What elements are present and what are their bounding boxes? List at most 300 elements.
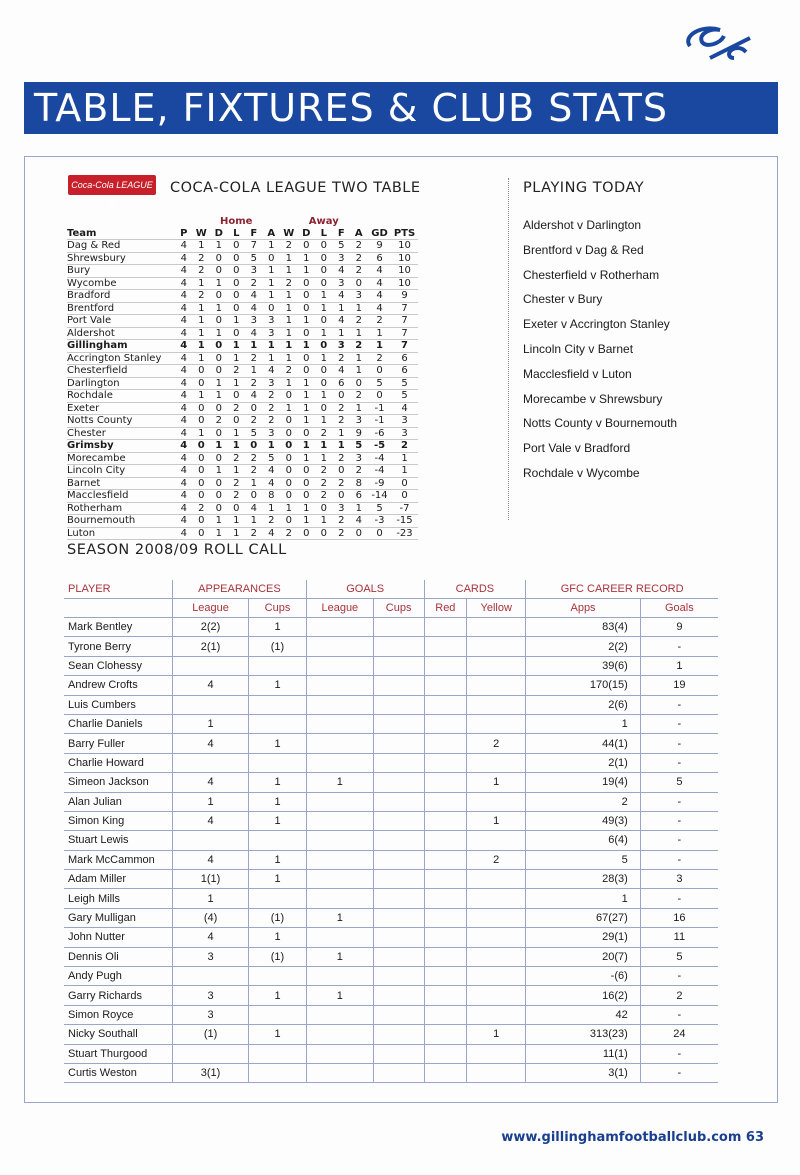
league-row bbox=[67, 427, 418, 440]
player-name: Barry Fuller bbox=[64, 734, 173, 753]
league-cell: 1 bbox=[228, 352, 246, 365]
league-cell: -9 bbox=[368, 477, 392, 490]
league-cell: 2 bbox=[245, 465, 263, 478]
league-cell: 0 bbox=[333, 390, 351, 403]
league-cell: 0 bbox=[368, 527, 392, 540]
fixture-item: Aldershot v Darlington bbox=[523, 218, 642, 232]
team-name: Bournemouth bbox=[67, 515, 175, 528]
league-header-cell: A bbox=[263, 227, 281, 240]
career-header: GFC CAREER RECORD bbox=[526, 580, 718, 599]
league-cell: 0 bbox=[298, 365, 316, 378]
player-stat bbox=[424, 1005, 467, 1024]
player-stat: 1 bbox=[249, 928, 307, 947]
league-cell: 0 bbox=[298, 302, 316, 315]
league-cell: 2 bbox=[368, 352, 392, 365]
league-cell: 1 bbox=[263, 265, 281, 278]
player-stat bbox=[373, 986, 424, 1005]
player-stat bbox=[424, 695, 467, 714]
player-stat: - bbox=[640, 637, 718, 656]
player-stat bbox=[424, 734, 467, 753]
league-cell: 0 bbox=[315, 252, 333, 265]
player-name: Stuart Thurgood bbox=[64, 1044, 173, 1063]
player-name: Leigh Mills bbox=[64, 889, 173, 908]
player-stat: 4 bbox=[173, 850, 249, 869]
league-cell: 4 bbox=[175, 315, 193, 328]
league-cell: 0 bbox=[263, 302, 281, 315]
team-name: Morecambe bbox=[67, 452, 175, 465]
player-row bbox=[64, 676, 718, 695]
player-stat: 1 bbox=[467, 1025, 526, 1044]
player-stat bbox=[373, 676, 424, 695]
player-stat bbox=[373, 908, 424, 927]
player-stat: 4 bbox=[173, 811, 249, 830]
player-stat: 11(1) bbox=[526, 1044, 640, 1063]
league-row bbox=[67, 302, 418, 315]
league-cell: 7 bbox=[245, 240, 263, 253]
league-cell: 2 bbox=[350, 340, 368, 353]
league-cell: 2 bbox=[280, 277, 298, 290]
league-cell: 2 bbox=[333, 452, 351, 465]
player-stat: 1 bbox=[249, 734, 307, 753]
player-name: Garry Richards bbox=[64, 986, 173, 1005]
away-group-label: Away bbox=[308, 215, 339, 227]
player-stat bbox=[424, 1025, 467, 1044]
banner-title: TABLE, FIXTURES & CLUB STATS bbox=[34, 86, 668, 130]
player-name: Andrew Crofts bbox=[64, 676, 173, 695]
league-cell: 1 bbox=[350, 365, 368, 378]
player-stat: 11 bbox=[640, 928, 718, 947]
team-name: Brentford bbox=[67, 302, 175, 315]
player-stat: 1 bbox=[249, 792, 307, 811]
team-name: Port Vale bbox=[67, 315, 175, 328]
league-cell: 0 bbox=[280, 490, 298, 503]
player-stat bbox=[467, 908, 526, 927]
player-stat bbox=[467, 967, 526, 986]
league-cell: 1 bbox=[280, 327, 298, 340]
player-stat bbox=[467, 676, 526, 695]
league-cell: 6 bbox=[333, 377, 351, 390]
player-stat: 1 bbox=[640, 656, 718, 675]
player-stat: - bbox=[640, 1063, 718, 1082]
player-stat bbox=[306, 792, 373, 811]
league-cell: 0 bbox=[210, 452, 228, 465]
player-stat: 29(1) bbox=[526, 928, 640, 947]
league-cell: 2 bbox=[263, 390, 281, 403]
player-stat: 19(4) bbox=[526, 773, 640, 792]
league-cell: 0 bbox=[280, 465, 298, 478]
league-cell: 1 bbox=[392, 465, 418, 478]
league-cell: 0 bbox=[228, 327, 246, 340]
player-stat: 2(2) bbox=[173, 618, 249, 637]
player-stat bbox=[467, 1063, 526, 1082]
league-header-cell: GD bbox=[368, 227, 392, 240]
player-stat bbox=[424, 811, 467, 830]
player-name: Nicky Southall bbox=[64, 1025, 173, 1044]
league-row bbox=[67, 327, 418, 340]
player-stat: 2(2) bbox=[526, 637, 640, 656]
league-cell: -15 bbox=[392, 515, 418, 528]
appearances-header: APPEARANCES bbox=[173, 580, 307, 599]
player-stat bbox=[249, 831, 307, 850]
fixture-item: Notts County v Bournemouth bbox=[523, 416, 678, 431]
player-stat bbox=[306, 714, 373, 733]
league-cell: 0 bbox=[245, 402, 263, 415]
league-cell: 3 bbox=[263, 327, 281, 340]
player-name: Simon Royce bbox=[64, 1005, 173, 1024]
league-cell: 0 bbox=[228, 390, 246, 403]
league-cell: 4 bbox=[175, 402, 193, 415]
league-header-cell: D bbox=[298, 227, 316, 240]
player-stat: 42 bbox=[526, 1005, 640, 1024]
league-cell: 0 bbox=[280, 415, 298, 428]
league-cell: 0 bbox=[368, 365, 392, 378]
league-cell: 1 bbox=[315, 440, 333, 453]
player-stat bbox=[173, 831, 249, 850]
league-cell: 1 bbox=[210, 302, 228, 315]
player-stat: (1) bbox=[249, 637, 307, 656]
league-cell: 0 bbox=[350, 527, 368, 540]
league-cell: 0 bbox=[392, 490, 418, 503]
player-stat: - bbox=[640, 831, 718, 850]
league-header-cell: A bbox=[350, 227, 368, 240]
player-stat bbox=[249, 695, 307, 714]
player-stat: 39(6) bbox=[526, 656, 640, 675]
league-cell: 4 bbox=[175, 465, 193, 478]
team-name: Gillingham bbox=[67, 340, 175, 353]
league-cell: 0 bbox=[210, 352, 228, 365]
league-cell: 2 bbox=[315, 477, 333, 490]
league-cell: 0 bbox=[333, 490, 351, 503]
player-stat bbox=[424, 773, 467, 792]
league-cell: 2 bbox=[280, 527, 298, 540]
player-row bbox=[64, 870, 718, 889]
league-cell: 1 bbox=[228, 340, 246, 353]
player-stat: 5 bbox=[640, 773, 718, 792]
player-stat bbox=[424, 850, 467, 869]
player-stat bbox=[249, 889, 307, 908]
team-name: Notts County bbox=[67, 415, 175, 428]
player-stat bbox=[306, 889, 373, 908]
league-cell: 0 bbox=[210, 290, 228, 303]
league-cell: 6 bbox=[368, 252, 392, 265]
league-cell: 4 bbox=[175, 490, 193, 503]
footer bbox=[501, 1130, 764, 1145]
career-goals-header: Goals bbox=[640, 599, 718, 618]
league-cell: 4 bbox=[175, 477, 193, 490]
player-row bbox=[64, 850, 718, 869]
league-cell: 3 bbox=[392, 415, 418, 428]
league-cell: 0 bbox=[315, 502, 333, 515]
league-cell: 2 bbox=[280, 240, 298, 253]
league-cell: 1 bbox=[315, 290, 333, 303]
league-cell: 4 bbox=[392, 402, 418, 415]
league-row bbox=[67, 340, 418, 353]
player-stat: 1 bbox=[173, 792, 249, 811]
league-cell: 1 bbox=[193, 427, 211, 440]
player-row bbox=[64, 889, 718, 908]
player-stat bbox=[249, 753, 307, 772]
player-stat bbox=[173, 656, 249, 675]
league-cell: 0 bbox=[210, 365, 228, 378]
player-row bbox=[64, 986, 718, 1005]
player-stat bbox=[373, 618, 424, 637]
player-stat bbox=[306, 1005, 373, 1024]
league-cell: 8 bbox=[263, 490, 281, 503]
league-cell: 0 bbox=[315, 265, 333, 278]
league-cell: 1 bbox=[210, 377, 228, 390]
player-stat: 16(2) bbox=[526, 986, 640, 1005]
league-cell: 1 bbox=[210, 240, 228, 253]
league-cell: 1 bbox=[298, 377, 316, 390]
league-cell: 0 bbox=[298, 427, 316, 440]
player-row bbox=[64, 618, 718, 637]
player-row bbox=[64, 753, 718, 772]
league-cell: 3 bbox=[333, 502, 351, 515]
player-stat bbox=[306, 850, 373, 869]
league-cell: 1 bbox=[228, 440, 246, 453]
team-name: Aldershot bbox=[67, 327, 175, 340]
league-cell: 1 bbox=[210, 527, 228, 540]
player-stat: 2(6) bbox=[526, 695, 640, 714]
league-cell: 2 bbox=[350, 240, 368, 253]
player-stat bbox=[467, 618, 526, 637]
league-cell: 0 bbox=[298, 477, 316, 490]
player-name: Sean Clohessy bbox=[64, 656, 173, 675]
league-cell: 0 bbox=[210, 502, 228, 515]
gfc-logo bbox=[680, 18, 760, 68]
league-row bbox=[67, 415, 418, 428]
player-stat bbox=[173, 753, 249, 772]
league-cell: 1 bbox=[210, 465, 228, 478]
player-row bbox=[64, 967, 718, 986]
league-cell: 2 bbox=[245, 452, 263, 465]
player-name: Luis Cumbers bbox=[64, 695, 173, 714]
player-name: Simeon Jackson bbox=[64, 773, 173, 792]
league-cell: 1 bbox=[350, 502, 368, 515]
team-name: Lincoln City bbox=[67, 465, 175, 478]
player-stat bbox=[467, 637, 526, 656]
league-cell: 2 bbox=[280, 365, 298, 378]
league-cell: 1 bbox=[368, 340, 392, 353]
player-stat: 5 bbox=[640, 947, 718, 966]
player-row bbox=[64, 908, 718, 927]
player-stat bbox=[306, 676, 373, 695]
player-stat bbox=[467, 1044, 526, 1063]
team-name: Accrington Stanley bbox=[67, 352, 175, 365]
league-cell: 4 bbox=[175, 352, 193, 365]
league-cell: 0 bbox=[280, 427, 298, 440]
league-cell: 3 bbox=[263, 377, 281, 390]
player-stat bbox=[306, 1044, 373, 1063]
league-cell: 4 bbox=[368, 290, 392, 303]
league-cell: 0 bbox=[315, 402, 333, 415]
roll-call-title: SEASON 2008/09 ROLL CALL bbox=[67, 542, 287, 558]
league-cell: 0 bbox=[298, 490, 316, 503]
league-cell: 4 bbox=[175, 277, 193, 290]
league-cell: 1 bbox=[333, 302, 351, 315]
league-cell: 2 bbox=[228, 402, 246, 415]
league-cell: 4 bbox=[333, 290, 351, 303]
player-stat: (1) bbox=[249, 947, 307, 966]
player-stat bbox=[424, 967, 467, 986]
league-cell: 2 bbox=[193, 252, 211, 265]
player-stat: 2 bbox=[467, 734, 526, 753]
league-cell: 4 bbox=[175, 327, 193, 340]
player-stat bbox=[373, 773, 424, 792]
league-cell: 1 bbox=[298, 390, 316, 403]
league-cell: 2 bbox=[315, 427, 333, 440]
league-cell: 1 bbox=[315, 415, 333, 428]
league-cell: 0 bbox=[193, 490, 211, 503]
player-stat bbox=[306, 870, 373, 889]
player-stat: - bbox=[640, 811, 718, 830]
team-name: Grimsby bbox=[67, 440, 175, 453]
player-name: Alan Julian bbox=[64, 792, 173, 811]
page-banner bbox=[24, 82, 778, 134]
league-cell: 4 bbox=[175, 502, 193, 515]
league-row bbox=[67, 377, 418, 390]
league-cell: 0 bbox=[228, 415, 246, 428]
player-stat bbox=[373, 928, 424, 947]
player-stat: - bbox=[640, 1044, 718, 1063]
league-row bbox=[67, 252, 418, 265]
player-row bbox=[64, 773, 718, 792]
league-cell: 2 bbox=[228, 477, 246, 490]
player-stat: 9 bbox=[640, 618, 718, 637]
league-cell: 8 bbox=[350, 477, 368, 490]
league-row bbox=[67, 477, 418, 490]
league-cell: 1 bbox=[245, 365, 263, 378]
player-stat: 3 bbox=[173, 947, 249, 966]
league-cell: 0 bbox=[193, 377, 211, 390]
fixture-item: Macclesfield v Luton bbox=[523, 366, 632, 381]
league-cell: 2 bbox=[333, 352, 351, 365]
player-stat: -(6) bbox=[526, 967, 640, 986]
league-cell: 4 bbox=[175, 365, 193, 378]
league-cell: 1 bbox=[263, 502, 281, 515]
league-cell: 4 bbox=[175, 427, 193, 440]
player-stat bbox=[173, 695, 249, 714]
player-stat bbox=[173, 967, 249, 986]
team-name: Exeter bbox=[67, 402, 175, 415]
player-stat bbox=[373, 714, 424, 733]
player-stat bbox=[467, 1005, 526, 1024]
player-stat bbox=[424, 792, 467, 811]
player-stat: 1 bbox=[467, 773, 526, 792]
league-cell: 0 bbox=[193, 402, 211, 415]
league-cell: 1 bbox=[350, 402, 368, 415]
league-cell: 1 bbox=[193, 277, 211, 290]
team-name: Luton bbox=[67, 527, 175, 540]
league-badge-logo: Coca-Cola LEAGUE 2 bbox=[68, 175, 156, 195]
player-stat: 2 bbox=[467, 850, 526, 869]
league-cell: 4 bbox=[368, 277, 392, 290]
goals-header: GOALS bbox=[306, 580, 424, 599]
player-stat bbox=[306, 1025, 373, 1044]
player-stat: 1 bbox=[306, 947, 373, 966]
player-stat bbox=[306, 753, 373, 772]
league-cell: 4 bbox=[245, 502, 263, 515]
league-cell: 1 bbox=[263, 277, 281, 290]
player-stat bbox=[424, 618, 467, 637]
player-name: Tyrone Berry bbox=[64, 637, 173, 656]
player-stat bbox=[424, 870, 467, 889]
league-cell: 0 bbox=[298, 465, 316, 478]
league-cell: 3 bbox=[333, 252, 351, 265]
league-cell: 0 bbox=[228, 265, 246, 278]
league-cell: 0 bbox=[298, 277, 316, 290]
league-cell: 2 bbox=[350, 252, 368, 265]
league-cell: 3 bbox=[263, 315, 281, 328]
team-name: Macclesfield bbox=[67, 490, 175, 503]
league-cell: 1 bbox=[315, 327, 333, 340]
league-cell: 1 bbox=[280, 402, 298, 415]
league-cell: 0 bbox=[193, 415, 211, 428]
team-name: Rotherham bbox=[67, 502, 175, 515]
player-stat bbox=[306, 618, 373, 637]
league-cell: 1 bbox=[228, 527, 246, 540]
player-stat: 24 bbox=[640, 1025, 718, 1044]
league-cell: 3 bbox=[350, 452, 368, 465]
footer-url[interactable]: www.gillinghamfootballclub.com bbox=[501, 1130, 742, 1145]
league-cell: 2 bbox=[245, 415, 263, 428]
player-stat bbox=[373, 1005, 424, 1024]
league-cell: 1 bbox=[350, 327, 368, 340]
league-cell: 1 bbox=[298, 440, 316, 453]
league-cell: 2 bbox=[228, 490, 246, 503]
league-row bbox=[67, 515, 418, 528]
league-cell: 7 bbox=[392, 315, 418, 328]
league-cell: 3 bbox=[392, 427, 418, 440]
player-stat: - bbox=[640, 714, 718, 733]
league-cell: 0 bbox=[210, 265, 228, 278]
league-header-cell: F bbox=[333, 227, 351, 240]
player-stat: 44(1) bbox=[526, 734, 640, 753]
league-cell: 0 bbox=[193, 477, 211, 490]
league-cell: 1 bbox=[193, 302, 211, 315]
player-stat: 4 bbox=[173, 928, 249, 947]
player-stat bbox=[467, 695, 526, 714]
league-row bbox=[67, 315, 418, 328]
player-stat: 1 bbox=[173, 889, 249, 908]
team-name: Barnet bbox=[67, 477, 175, 490]
fixture-item: Rochdale v Wycombe bbox=[523, 465, 640, 480]
league-cell: 4 bbox=[263, 527, 281, 540]
league-cell: 1 bbox=[298, 265, 316, 278]
cards-header: CARDS bbox=[424, 580, 526, 599]
league-cell: 0 bbox=[228, 252, 246, 265]
league-cell: 1 bbox=[245, 340, 263, 353]
league-cell: 4 bbox=[245, 390, 263, 403]
player-row bbox=[64, 792, 718, 811]
league-cell: 2 bbox=[245, 352, 263, 365]
player-stat bbox=[306, 1063, 373, 1082]
player-stat bbox=[373, 811, 424, 830]
league-cell: 1 bbox=[298, 252, 316, 265]
league-cell: 2 bbox=[333, 527, 351, 540]
league-header-cell: F bbox=[245, 227, 263, 240]
league-cell: 1 bbox=[263, 352, 281, 365]
player-stat: - bbox=[640, 792, 718, 811]
player-name: Adam Miller bbox=[64, 870, 173, 889]
league-header-cell: L bbox=[228, 227, 246, 240]
player-stat bbox=[373, 734, 424, 753]
league-cell: 0 bbox=[210, 315, 228, 328]
player-stat: 1 bbox=[249, 986, 307, 1005]
league-cell: 2 bbox=[245, 277, 263, 290]
player-row bbox=[64, 1063, 718, 1082]
player-stat: 4 bbox=[173, 676, 249, 695]
